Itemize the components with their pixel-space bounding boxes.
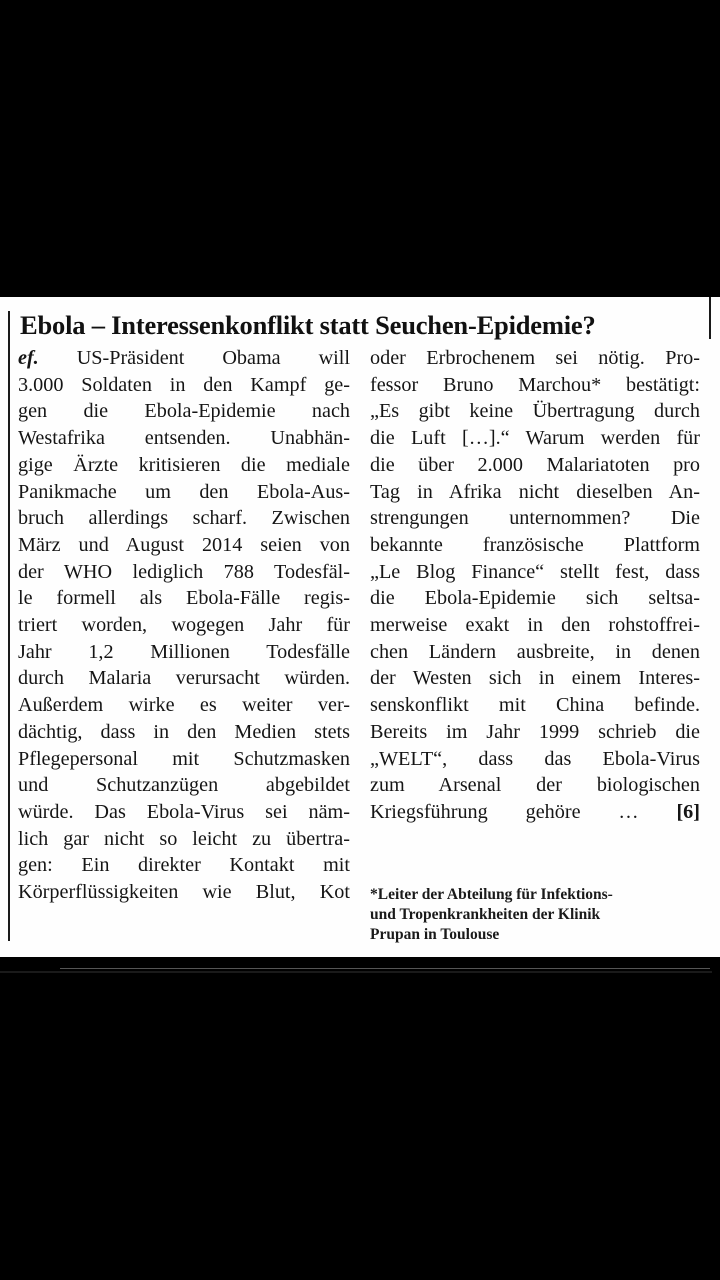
left-line-4: gige Ärzte kritisieren die mediale [18,453,350,476]
footnote-line-2: Prupan in Toulouse [370,926,500,943]
left-line-6: bruch allerdings scharf. Zwischen [18,507,350,530]
left-line-11: Jahr 1,2 Millionen Todesfälle [18,640,350,663]
left-line-8: der WHO lediglich 788 Todesfäl- [18,560,350,583]
right-line-12: der Westen sich in einem Interes- [370,667,700,690]
right-line-6: strengungen unternommen? Die [370,507,700,530]
left-line-16: und Schutzanzügen abgebildet [18,774,350,797]
footnote-line-0: *Leiter der Abteilung für Infektions- [370,886,613,903]
footnote-line-1: und Tropenkrankheiten der Klinik [370,906,601,923]
left-column-rule [8,311,10,941]
left-line-10: triert worden, wogegen Jahr für [18,614,350,637]
right-line-4: die über 2.000 Malariatoten pro [370,453,700,476]
left-column [18,345,350,906]
right-line-16: zum Arsenal der biologischen [370,774,700,797]
left-line-13: Außerdem wirke es weiter ver- [18,694,350,717]
right-line-9: die Ebola-Epidemie sich seltsa- [370,587,700,610]
left-line-9: le formell als Ebola-Fälle regis- [18,587,350,610]
right-line-13: senskonflikt mit China befinde. [370,694,700,717]
left-line-5: Panikmache um den Ebola-Aus- [18,480,350,503]
footnote [370,885,700,945]
left-line-0: ef. US-Präsident Obama will [18,347,350,369]
right-line-2: „Es gibt keine Übertragung durch [370,400,700,423]
left-line-19: gen: Ein direkter Kontakt mit [18,854,350,877]
article-headline: Ebola – Interessenkonflikt statt Seuchen-Epidemie? [20,310,596,340]
left-line-20: Körperflüssigkeiten wie Blut, Kot [18,881,350,904]
left-line-17: würde. Das Ebola-Virus sei näm- [18,800,350,823]
right-column [370,345,700,826]
bottom-rule [0,971,712,973]
left-line-3: Westafrika entsenden. Unabhän- [18,427,350,450]
right-line-0: oder Erbrochenem sei nötig. Pro- [370,347,700,369]
right-line-5: Tag in Afrika nicht dieselben An- [370,480,700,503]
source-reference: [6] [676,800,700,823]
right-line-11: chen Ländern ausbreite, in denen [370,640,700,663]
newspaper-clipping [0,297,720,957]
left-line-15: Pflegepersonal mit Schutzmasken [18,747,350,770]
left-line-2: gen die Ebola-Epidemie nach [18,400,350,423]
left-line-1: 3.000 Soldaten in den Kampf ge- [18,373,350,396]
right-line-14: Bereits im Jahr 1999 schrieb die [370,720,700,743]
author-initials: ef. [18,347,39,369]
right-line-1: fessor Bruno Marchou* bestätigt: [370,373,700,396]
right-line-17 [370,799,700,826]
left-line-14: dächtig, dass in den Medien stets [18,720,350,743]
left-line-12: durch Malaria verursacht würden. [18,667,350,690]
left-line-7: März und August 2014 seien von [18,533,350,556]
right-line-7: bekannte französische Plattform [370,533,700,556]
bottom-rule-thin [60,968,710,969]
right-line-8: „Le Blog Finance“ stellt fest, dass [370,560,700,583]
right-line-15: „WELT“, dass das Ebola-Virus [370,747,700,770]
left-line-18: lich gar nicht so leicht zu übertra- [18,827,350,850]
right-last-line-text: Kriegsführung gehöre … [370,800,677,823]
right-line-3: die Luft […].“ Warum werden für [370,427,700,450]
right-line-10: merweise exakt in den rohstoffrei- [370,614,700,637]
